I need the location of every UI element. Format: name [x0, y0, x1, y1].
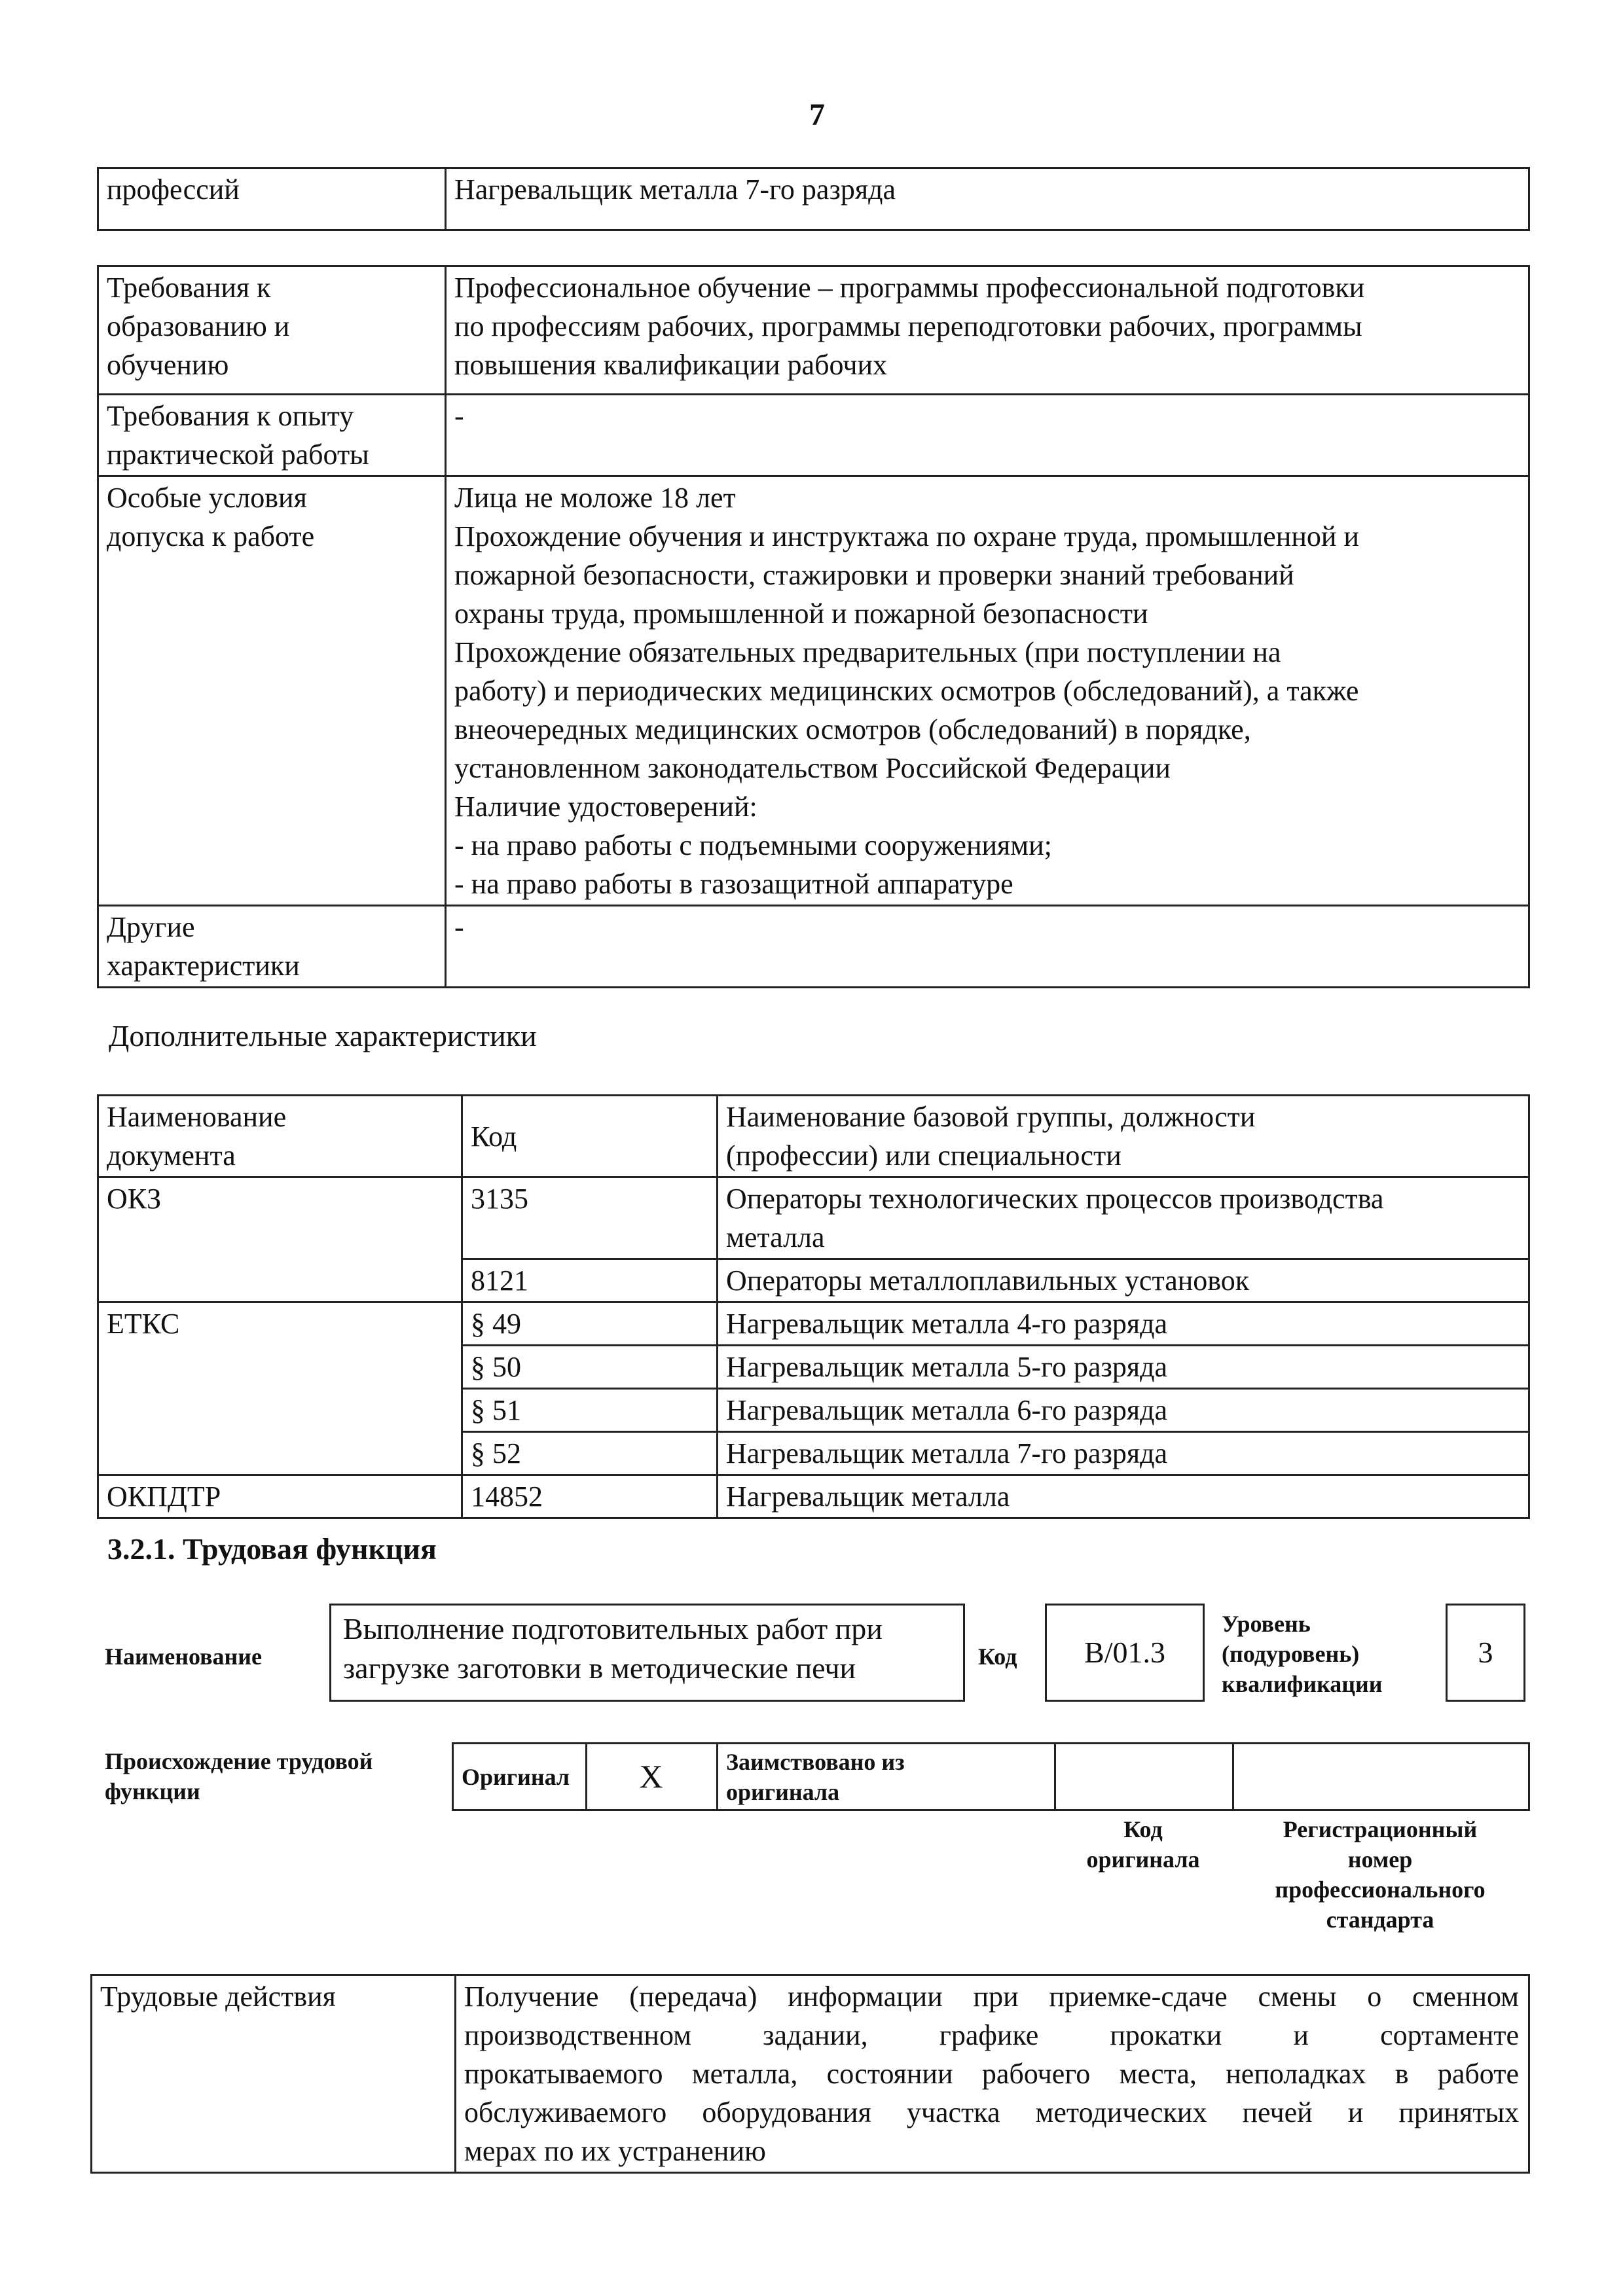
header-name: Наименование базовой группы, должности (профессии) или специальности — [718, 1096, 1529, 1177]
additional-title: Дополнительные характеристики — [109, 1019, 537, 1052]
other-label: Другие характеристики — [98, 906, 446, 988]
borrowed-label: Заимствовано из оригинала — [718, 1744, 1055, 1810]
table-row — [98, 1302, 1529, 1346]
experience-value: - — [446, 395, 1529, 476]
function-name-line: Выполнение подготовительных работ при — [343, 1612, 883, 1645]
origin-code-caption: Код оригинала — [1086, 1816, 1200, 1873]
name-cell: Нагревальщик металла 4-го разряда — [718, 1302, 1529, 1346]
requirements-table — [97, 265, 1530, 988]
labor-actions-line: мерах по их устранению — [464, 2135, 766, 2167]
table-row — [98, 1177, 1529, 1259]
name-cell: Нагревальщик металла 5-го разряда — [718, 1346, 1529, 1389]
labor-actions-label: Трудовые действия — [92, 1975, 456, 2173]
code-label: Код — [978, 1643, 1017, 1670]
origin-table — [452, 1742, 1530, 1811]
level-value-box: 3 — [1446, 1604, 1525, 1702]
code-cell: 3135 — [462, 1177, 718, 1259]
special-conditions-label: Особые условия допуска к работе — [98, 476, 446, 906]
level-label: Уровень (подуровень) квалификации — [1222, 1611, 1383, 1697]
additional-header-row — [98, 1096, 1529, 1177]
original-mark: X — [587, 1744, 718, 1810]
labor-actions-value — [456, 1975, 1529, 2173]
name-cell: Операторы металлоплавильных установок — [718, 1259, 1529, 1302]
function-code-box: B/01.3 — [1045, 1604, 1205, 1702]
page-number: 7 — [809, 98, 825, 132]
code-cell: § 50 — [462, 1346, 718, 1389]
profession-label: профессий — [98, 168, 446, 230]
name-cell: Нагревальщик металла 6-го разряда — [718, 1389, 1529, 1432]
function-name-box — [329, 1604, 965, 1702]
labor-actions-line: прокатываемого металла, состоянии рабочего места, неполадках в работе — [464, 2058, 1519, 2090]
function-name-line: загрузке заготовки в методические печи — [343, 1651, 856, 1685]
code-cell: 14852 — [462, 1475, 718, 1518]
original-label: Оригинал — [453, 1744, 587, 1810]
name-cell: Нагревальщик металла — [718, 1475, 1529, 1518]
header-doc: Наименование документа — [98, 1096, 462, 1177]
labor-function-heading: 3.2.1. Трудовая функция — [107, 1532, 437, 1566]
education-label: Требования к образованию и обучению — [98, 266, 446, 395]
name-cell: Нагревальщик металла 7-го разряда — [718, 1432, 1529, 1475]
additional-table — [97, 1094, 1530, 1519]
doc-etks: ЕТКС — [98, 1302, 462, 1475]
doc-okz: ОКЗ — [98, 1177, 462, 1302]
code-cell: § 52 — [462, 1432, 718, 1475]
requirements-row-other — [98, 906, 1529, 988]
requirements-row-special-conditions — [98, 476, 1529, 906]
header-code: Код — [462, 1096, 718, 1177]
education-value: Профессиональное обучение – программы профессиональной подготовки по профессиям рабочих, программы переподготовки рабочих, программы повышения квалификации рабочих — [446, 266, 1529, 395]
requirements-row-experience — [98, 395, 1529, 476]
table-row — [98, 1475, 1529, 1518]
special-conditions-value: Лица не моложе 18 лет Прохождение обучения и инструктажа по охране труда, промышленной и пожарной безопасности, стажировки и проверки знаний требований охраны труда, промышленной и пожарной безопасности Прохождение обязательных предварительных (при поступлении на работу) и периодических медицинских осмотров (обследований), а также внеочередных медицинских осмотров (обследований) в порядке, установленном законодательством Российской Федерации Наличие удостоверений: - на право работы с подъемными сооружениями; - на право работы в газозащитной аппаратуре — [446, 476, 1529, 906]
labor-actions-line: обслуживаемого оборудования участка методических печей и принятых — [464, 2096, 1519, 2128]
profession-table — [97, 167, 1530, 231]
labor-actions-line: Получение (передача) информации при приемке-сдаче смены о сменном — [464, 1981, 1519, 2013]
code-cell: § 49 — [462, 1302, 718, 1346]
name-cell: Операторы технологических процессов производства металла — [718, 1177, 1529, 1259]
experience-label: Требования к опыту практической работы — [98, 395, 446, 476]
doc-okpdtr: ОКПДТР — [98, 1475, 462, 1518]
requirements-row-education — [98, 266, 1529, 395]
code-cell: § 51 — [462, 1389, 718, 1432]
labor-actions-line: производственном задании, графике прокатки и сортаменте — [464, 2019, 1519, 2051]
other-value: - — [446, 906, 1529, 988]
labor-actions-table — [90, 1974, 1530, 2174]
name-label: Наименование — [105, 1643, 262, 1670]
origin-label: Происхождение трудовой функции — [105, 1748, 373, 1804]
reg-number-cell — [1233, 1744, 1529, 1810]
reg-number-caption: Регистрационный номер профессионального стандарта — [1275, 1816, 1486, 1933]
code-cell: 8121 — [462, 1259, 718, 1302]
origin-code-cell — [1055, 1744, 1233, 1810]
profession-value: Нагревальщик металла 7-го разряда — [446, 168, 1529, 230]
